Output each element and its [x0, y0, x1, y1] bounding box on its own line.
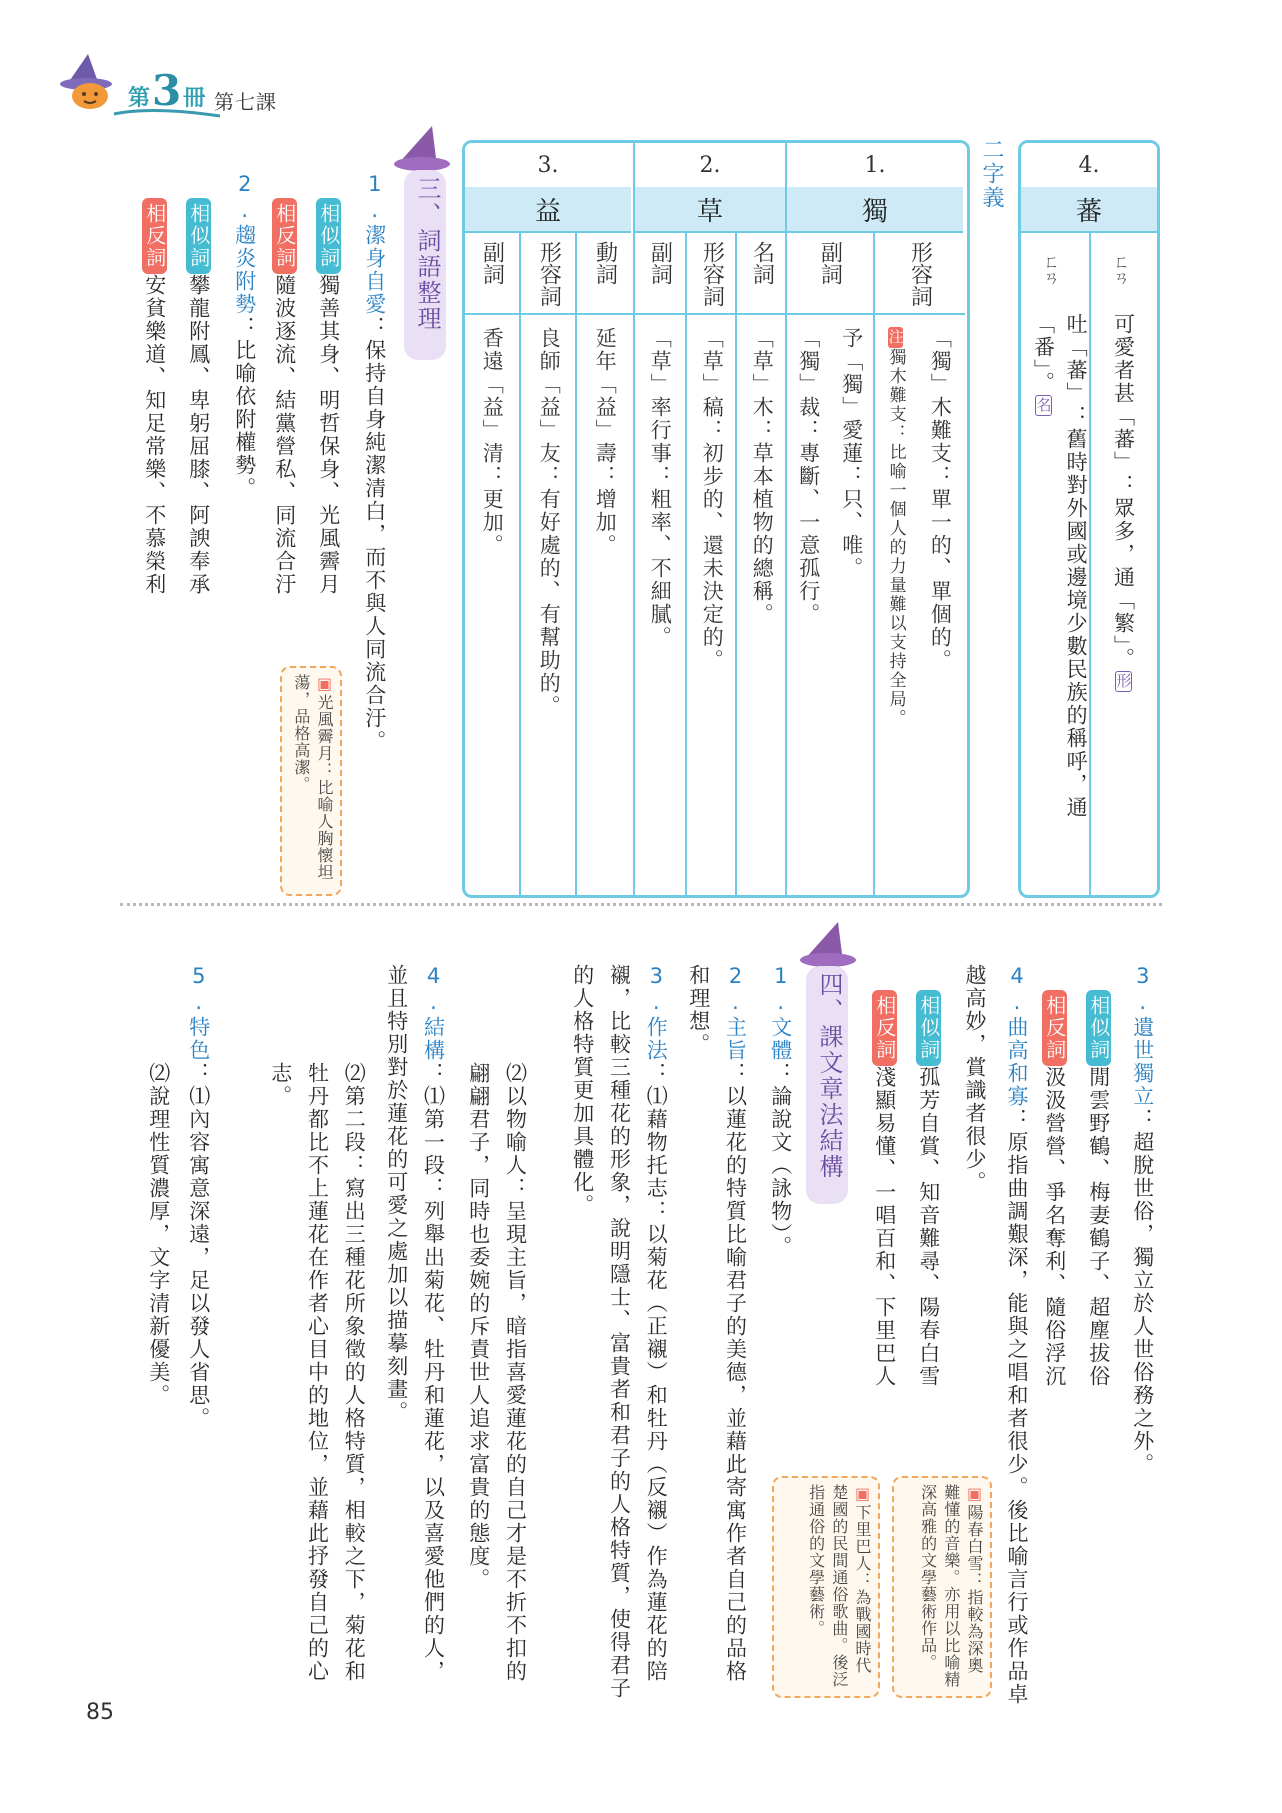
book-icon: ▣ — [315, 674, 334, 694]
similar-words: 閒雲野鶴、梅妻鶴子、超塵拔俗 — [1086, 1066, 1111, 1388]
term-1 — [356, 172, 393, 792]
table-chars — [462, 140, 970, 898]
term-label: 2.趨炎附勢 — [232, 172, 257, 316]
opposite-badge: 相反詞 — [272, 198, 297, 274]
definition: 吐「蕃」：舊時對外國或邊境少數民族的稱呼，通「番」。名 — [1031, 313, 1089, 819]
opposite-words: 隨波逐流、結黨營私、同流合汙 — [272, 274, 297, 596]
term-3 — [1124, 964, 1161, 1524]
similar-badge: 相似詞 — [316, 198, 341, 274]
term-2-similar — [180, 198, 217, 678]
similar-badge: 相似詞 — [916, 990, 941, 1066]
note-box-xiali: ▣下里巴人：為戰國時代楚國的民間通俗歌曲。後泛指通俗的文學藝術。 — [772, 1476, 880, 1698]
table-fan-number: 4. — [1021, 143, 1157, 189]
item-label: 3.作法 — [644, 964, 669, 1062]
definition: 香遠「益」清：更加。 — [480, 327, 505, 557]
pos-label: 動詞 — [592, 241, 618, 285]
book-icon: ▣ — [965, 1484, 984, 1504]
section-two-label: 二字義 — [979, 138, 1004, 210]
item-text: ：⑴內容寓意深遠，足以發人省思。 — [186, 1062, 211, 1430]
note-box-guangfeng: ▣光風霽月：比喻人胸懷坦蕩，品格高潔。 — [280, 666, 342, 896]
term-def: ：比喻依附權勢。 — [232, 316, 257, 500]
table-fan-char: 蕃 — [1021, 187, 1157, 233]
term-label: 1.潔身自愛 — [362, 172, 387, 316]
note-tag: 注 — [886, 329, 905, 346]
item-text: ：⑴第一段：列舉出菊花、牡丹和蓮花，以及喜愛他們的人，並且特別對於蓮花的可愛之處加以描摹刻畫。 — [384, 964, 446, 1683]
structure-method-2 — [460, 1062, 534, 1704]
definition: 「草」稿：初步的、還未決定的。 — [700, 327, 725, 672]
row-adjective — [685, 233, 737, 895]
similar-badge: 相似詞 — [1086, 990, 1111, 1066]
pos-label: 副詞 — [647, 241, 673, 285]
definition: 「草」率行事：粗率、不細膩。 — [648, 327, 673, 649]
pos-label: 副詞 — [479, 241, 505, 285]
definition: 「獨」裁：專斷、一意孤行。 — [796, 327, 821, 626]
term-label: 4.曲高和寡 — [1005, 964, 1029, 1108]
definition: 延年「益」壽：增加。 — [593, 327, 618, 557]
row-adjective — [519, 233, 577, 895]
witch-hat-icon — [798, 920, 862, 970]
section-four-title: 四、課文章法結構 — [815, 972, 843, 1180]
structure-structure — [378, 964, 452, 1704]
term-4-opposite — [866, 990, 903, 1460]
item-text: ：論說文（詠物）。 — [768, 1062, 793, 1259]
structure-method — [564, 964, 674, 1704]
pos-tag: 名 — [1034, 396, 1053, 414]
table-col-du — [785, 143, 963, 895]
opposite-badge: 相反詞 — [872, 990, 897, 1066]
table-fan — [1018, 140, 1160, 898]
row-noun — [735, 233, 787, 895]
term-2-opposite — [136, 198, 173, 678]
structure-theme — [680, 964, 754, 1704]
item-label: 4.結構 — [421, 964, 446, 1062]
term-3-opposite — [1036, 990, 1073, 1470]
pos-label: 形容詞 — [699, 241, 725, 307]
item-text: ：以蓮花的特質比喻君子的美德，並藉此寄寓作者自己的品格和理想。 — [686, 964, 748, 1683]
note-text: 注獨木難支：比喻一個人的力量難以支持全局。 — [885, 329, 906, 728]
structure-structure-2 — [262, 1062, 372, 1704]
structure-genre — [762, 964, 799, 1544]
pos-label: 形容詞 — [536, 241, 562, 307]
definition: 可愛者甚「蕃」：眾多，通「繁」。形 — [1111, 313, 1136, 690]
term-3-similar — [1080, 990, 1117, 1470]
pos-tag: 形 — [1114, 672, 1133, 690]
col-char: 獨 — [787, 187, 963, 233]
reading: ㄈㄢ — [1041, 253, 1060, 285]
opposite-words: 安貧樂道、知足常樂、不慕榮利 — [142, 274, 167, 596]
term-def: ：超脫世俗，獨立於人世俗務之外。 — [1130, 1108, 1155, 1476]
pos-label: 形容詞 — [907, 241, 933, 307]
dotted-divider — [120, 903, 1162, 906]
pumpkin-witch-hat-icon — [58, 52, 122, 110]
term-2 — [226, 172, 263, 532]
row-adverb — [465, 233, 519, 895]
col-number: 1. — [787, 143, 963, 189]
row-verb — [575, 233, 633, 895]
similar-words: 孤芳自賞、知音難尋、陽春白雪 — [916, 1066, 941, 1388]
structure-features — [180, 964, 217, 1544]
similar-badge: 相似詞 — [186, 198, 211, 274]
row-adverb — [635, 233, 685, 895]
book-icon: ▣ — [853, 1484, 872, 1504]
col-char: 草 — [635, 187, 785, 233]
volume-label: 第3冊 — [128, 66, 208, 115]
item-text: ⑵說理性質濃厚，文字清新優美。 — [146, 1062, 171, 1407]
table-col-cao — [633, 143, 785, 895]
col-number: 3. — [465, 143, 631, 189]
item-label: 5.特色 — [186, 964, 211, 1062]
structure-features-2 — [140, 1062, 177, 1582]
item-label: 1.文體 — [768, 964, 793, 1062]
definition: 「草」木：草本植物的總稱。 — [750, 327, 775, 626]
opposite-badge: 相反詞 — [1042, 990, 1067, 1066]
col-number: 2. — [635, 143, 785, 189]
section-three-title: 三、詞語整理 — [413, 176, 441, 332]
similar-words: 攀龍附鳳、卑躬屈膝、阿諛奉承 — [186, 274, 211, 596]
opposite-words: 淺顯易懂、一唱百和、下里巴人 — [872, 1066, 897, 1388]
definition: 予「獨」愛蓮：只、唯。 — [839, 327, 864, 580]
lesson-label: 第七課 — [214, 90, 277, 114]
pos-label: 副詞 — [817, 241, 843, 285]
definition: 良師「益」友：有好處的、有幫助的。 — [537, 327, 562, 718]
reading: ㄈㄢ — [1111, 253, 1130, 285]
term-4-similar — [910, 990, 947, 1460]
opposite-words: 汲汲營營、爭名奪利、隨俗浮沉 — [1042, 1066, 1067, 1388]
item-text: ：⑴藉物托志：以菊花（正襯）和牡丹（反襯）作為蓮花的陪襯，比較三種花的形象，說明隱士、富貴者和君子的人格特質，使得君子的人格特質更加具體化。 — [570, 964, 669, 1700]
header-swoosh-decoration — [112, 104, 222, 122]
row-adjective — [873, 233, 965, 895]
note-box-yangchun: ▣陽春白雪：指較為深奧難懂的音樂。亦用以比喻精深高雅的文學藝術作品。 — [892, 1476, 992, 1698]
row-adverb — [787, 233, 873, 895]
col-char: 益 — [465, 187, 631, 233]
table-fan-row-2 — [1021, 233, 1089, 895]
term-def: ：保持自身純潔清白，而不與人同流合汙。 — [362, 316, 387, 753]
table-fan-row-1 — [1089, 233, 1159, 895]
definition: 「獨」木難支：單一的、單個的。 — [928, 327, 953, 672]
term-label: 3.遺世獨立 — [1130, 964, 1155, 1108]
opposite-badge: 相反詞 — [142, 198, 167, 274]
item-text: ⑵以物喻人：呈現主旨，暗指喜愛蓮花的自己才是不折不扣的翩翩君子，同時也委婉的斥責世人追求富貴的態度。 — [466, 1062, 528, 1683]
witch-hat-icon — [392, 124, 456, 174]
term-def: ：原指曲調艱深，能與之唱和者很少。後比喻言行或作品卓越高妙，賞識者很少。 — [963, 964, 1029, 1706]
term-1-opposite — [266, 198, 303, 678]
table-col-yi — [465, 143, 631, 895]
term-1-similar — [310, 198, 347, 678]
similar-words: 獨善其身、明哲保身、光風霽月 — [316, 274, 341, 596]
item-label: 2.主旨 — [723, 964, 748, 1062]
item-text: ⑵第二段：寫出三種花所象徵的人格特質，相較之下，菊花和牡丹都比不上蓮花在作者心目中的地位，並藉此抒發自己的心志。 — [268, 1062, 367, 1683]
page-number: 85 — [86, 1700, 114, 1725]
pos-label: 名詞 — [749, 241, 775, 285]
